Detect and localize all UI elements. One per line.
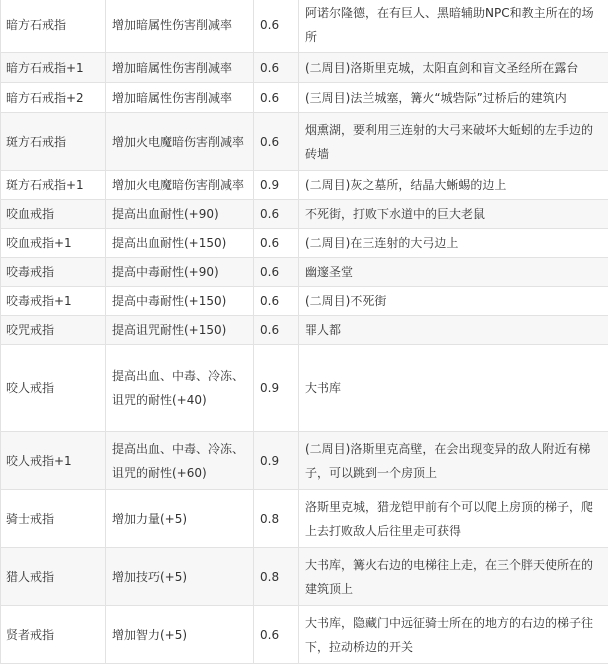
ring-name-cell: 咬人戒指+1 — [1, 432, 106, 490]
ring-weight-cell: 0.6 — [254, 83, 299, 113]
ring-name-cell: 骑士戒指 — [1, 490, 106, 548]
table-row — [1, 490, 608, 548]
ring-effect-cell: 提高出血、中毒、冷冻、诅咒的耐性(+40) — [106, 345, 254, 432]
table-row — [1, 548, 608, 606]
ring-weight-cell: 0.6 — [254, 287, 299, 316]
ring-name-cell: 贤者戒指 — [1, 606, 106, 664]
ring-name-cell: 咬血戒指 — [1, 200, 106, 229]
table-row — [1, 171, 608, 200]
ring-name-cell: 咬毒戒指 — [1, 258, 106, 287]
ring-weight-cell: 0.8 — [254, 548, 299, 606]
table-row — [1, 0, 608, 53]
ring-name-cell: 猎人戒指 — [1, 548, 106, 606]
table-row — [1, 113, 608, 171]
ring-name-cell: 暗方石戒指 — [1, 0, 106, 53]
ring-name-cell: 咬血戒指+1 — [1, 229, 106, 258]
ring-weight-cell: 0.6 — [254, 258, 299, 287]
ring-location-cell: 大书库 — [299, 345, 608, 432]
ring-location-cell: (二周目)灰之墓所，结晶大蜥蜴的边上 — [299, 171, 608, 200]
table-row — [1, 53, 608, 83]
ring-effect-cell: 增加技巧(+5) — [106, 548, 254, 606]
ring-effect-cell: 提高出血耐性(+90) — [106, 200, 254, 229]
ring-effect-cell: 增加暗属性伤害削减率 — [106, 0, 254, 53]
ring-effect-cell: 提高出血、中毒、冷冻、诅咒的耐性(+60) — [106, 432, 254, 490]
ring-effect-cell: 增加力量(+5) — [106, 490, 254, 548]
ring-location-cell: (二周目)不死街 — [299, 287, 608, 316]
ring-effect-cell: 增加火电魔暗伤害削减率 — [106, 171, 254, 200]
ring-location-cell: 大书库，隐藏门中远征骑士所在的地方的右边的梯子往下，拉动桥边的开关 — [299, 606, 608, 664]
ring-name-cell: 斑方石戒指+1 — [1, 171, 106, 200]
ring-effect-cell: 增加暗属性伤害削减率 — [106, 83, 254, 113]
ring-location-cell: (三周目)法兰城塞，篝火“城砦际”过桥后的建筑内 — [299, 83, 608, 113]
ring-effect-cell: 增加智力(+5) — [106, 606, 254, 664]
table-row — [1, 432, 608, 490]
table-row — [1, 229, 608, 258]
ring-weight-cell: 0.6 — [254, 316, 299, 345]
ring-effect-cell: 提高诅咒耐性(+150) — [106, 316, 254, 345]
ring-name-cell: 咬人戒指 — [1, 345, 106, 432]
ring-weight-cell: 0.6 — [254, 113, 299, 171]
ring-weight-cell: 0.9 — [254, 432, 299, 490]
ring-name-cell: 暗方石戒指+2 — [1, 83, 106, 113]
ring-name-cell: 暗方石戒指+1 — [1, 53, 106, 83]
ring-weight-cell: 0.6 — [254, 53, 299, 83]
ring-weight-cell: 0.6 — [254, 0, 299, 53]
table-row — [1, 345, 608, 432]
table-row — [1, 200, 608, 229]
ring-name-cell: 斑方石戒指 — [1, 113, 106, 171]
table-row — [1, 287, 608, 316]
ring-location-cell: 不死街，打败下水道中的巨大老鼠 — [299, 200, 608, 229]
ring-name-cell: 咬毒戒指+1 — [1, 287, 106, 316]
ring-effect-cell: 提高中毒耐性(+90) — [106, 258, 254, 287]
ring-name-cell: 咬咒戒指 — [1, 316, 106, 345]
ring-location-cell: (二周目)洛斯里克高壁，在会出现变异的敌人附近有梯子，可以跳到一个房顶上 — [299, 432, 608, 490]
table-row — [1, 316, 608, 345]
ring-effect-cell: 增加暗属性伤害削减率 — [106, 53, 254, 83]
ring-effect-cell: 提高中毒耐性(+150) — [106, 287, 254, 316]
ring-weight-cell: 0.6 — [254, 229, 299, 258]
ring-weight-cell: 0.6 — [254, 200, 299, 229]
ring-location-cell: 幽邃圣堂 — [299, 258, 608, 287]
ring-table-body — [1, 0, 608, 664]
ring-location-cell: 洛斯里克城，猎龙铠甲前有个可以爬上房顶的梯子，爬上去打败敌人后往里走可获得 — [299, 490, 608, 548]
ring-weight-cell: 0.8 — [254, 490, 299, 548]
ring-location-cell: (二周目)在三连射的大弓边上 — [299, 229, 608, 258]
ring-location-cell: 大书库，篝火右边的电梯往上走，在三个胖天使所在的建筑顶上 — [299, 548, 608, 606]
table-row — [1, 83, 608, 113]
table-row — [1, 258, 608, 287]
ring-location-cell: 阿诺尔隆德，在有巨人、黑暗辅助NPC和教主所在的场所 — [299, 0, 608, 53]
table-row — [1, 606, 608, 664]
ring-weight-cell: 0.9 — [254, 171, 299, 200]
ring-effect-cell: 增加火电魔暗伤害削减率 — [106, 113, 254, 171]
ring-weight-cell: 0.6 — [254, 606, 299, 664]
ring-effect-cell: 提高出血耐性(+150) — [106, 229, 254, 258]
ring-weight-cell: 0.9 — [254, 345, 299, 432]
ring-location-cell: 烟熏湖，要利用三连射的大弓来破坏大蚯蚓的左手边的砖墙 — [299, 113, 608, 171]
ring-location-cell: (二周目)洛斯里克城，太阳直剑和盲文圣经所在露台 — [299, 53, 608, 83]
ring-location-cell: 罪人都 — [299, 316, 608, 345]
